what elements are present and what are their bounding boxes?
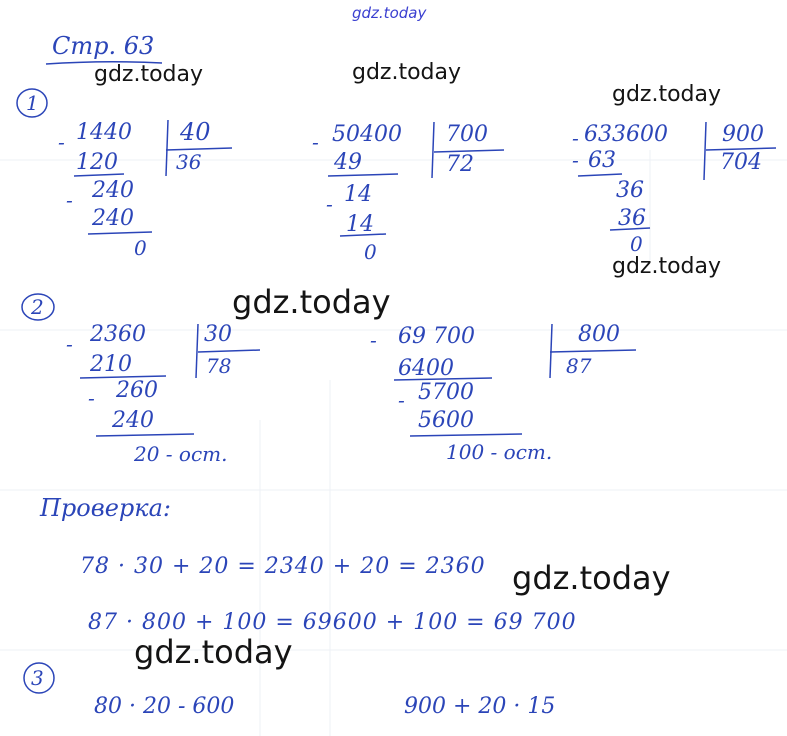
final-remainder: 0 (134, 236, 147, 260)
task3-expression-2: 900 + 20 · 15 (404, 694, 556, 719)
remainder: 36 (616, 178, 644, 203)
task3-expression-1: 80 · 20 - 600 (94, 694, 235, 719)
check-line-1: 78 · 30 + 20 = 2340 + 20 = 2360 (80, 554, 486, 579)
division-lines (60, 116, 240, 246)
minus-sign: - (58, 130, 65, 154)
watermark: gdz.today (612, 254, 722, 279)
minus-sign: - (66, 332, 73, 356)
divisor: 800 (578, 322, 620, 347)
final-remainder: 0 (364, 240, 377, 264)
quotient: 72 (446, 152, 474, 177)
minus-sign: - (572, 126, 579, 150)
minus-sign: - (312, 130, 319, 154)
divisor: 40 (180, 118, 211, 146)
remainder: 260 (116, 378, 158, 403)
watermark-top: gdz.today (352, 4, 427, 22)
subtrahend: 6400 (398, 356, 454, 381)
dividend: 633600 (584, 122, 668, 147)
minus-sign: - (66, 188, 73, 212)
remainder-note: 100 - ост. (446, 440, 553, 464)
divisor: 900 (722, 122, 764, 147)
task3-number: 3 (31, 666, 44, 690)
dividend: 69 700 (398, 324, 475, 349)
remainder: 240 (92, 178, 134, 203)
page-reference: Стр. 63 (52, 32, 155, 60)
remainder: 5700 (418, 380, 474, 405)
dividend: 50400 (332, 122, 402, 147)
subtrahend: 36 (618, 206, 646, 231)
final-remainder: 0 (630, 232, 643, 256)
minus-sign: - (370, 328, 377, 352)
quotient: 36 (176, 150, 202, 174)
watermark: gdz.today (512, 559, 671, 597)
subtrahend: 240 (92, 206, 134, 231)
subtrahend: 5600 (418, 408, 474, 433)
minus-sign: - (326, 192, 333, 216)
task2-number: 2 (31, 295, 44, 319)
division-lines (70, 320, 270, 450)
minus-sign: - (88, 386, 95, 410)
subtrahend: 14 (346, 212, 374, 237)
division-lines (380, 320, 650, 450)
divisor: 700 (446, 122, 488, 147)
check-heading: Проверка: (40, 494, 172, 522)
quotient: 704 (720, 150, 762, 175)
check-line-2: 87 · 800 + 100 = 69600 + 100 = 69 700 (88, 610, 577, 635)
subtrahend: 120 (76, 150, 118, 175)
watermark: gdz.today (134, 633, 293, 671)
dividend: 2360 (90, 322, 146, 347)
subtrahend: 240 (112, 408, 154, 433)
dividend: 1440 (76, 120, 132, 145)
remainder-note: 20 - ост. (134, 442, 228, 466)
quotient: 78 (206, 354, 232, 378)
task1-number: 1 (26, 91, 39, 115)
remainder: 14 (344, 182, 372, 207)
minus-sign: - (572, 148, 579, 172)
subtrahend: 63 (588, 148, 616, 173)
division-lines (570, 118, 782, 248)
watermark: gdz.today (232, 283, 391, 321)
minus-sign: - (398, 388, 405, 412)
division-lines (310, 118, 520, 248)
watermark: gdz.today (612, 82, 722, 107)
subtrahend: 49 (334, 150, 362, 175)
subtrahend: 210 (90, 352, 132, 377)
quotient: 87 (566, 354, 592, 378)
divisor: 30 (204, 322, 232, 347)
watermark: gdz.today (352, 60, 462, 85)
watermark: gdz.today (94, 62, 204, 87)
